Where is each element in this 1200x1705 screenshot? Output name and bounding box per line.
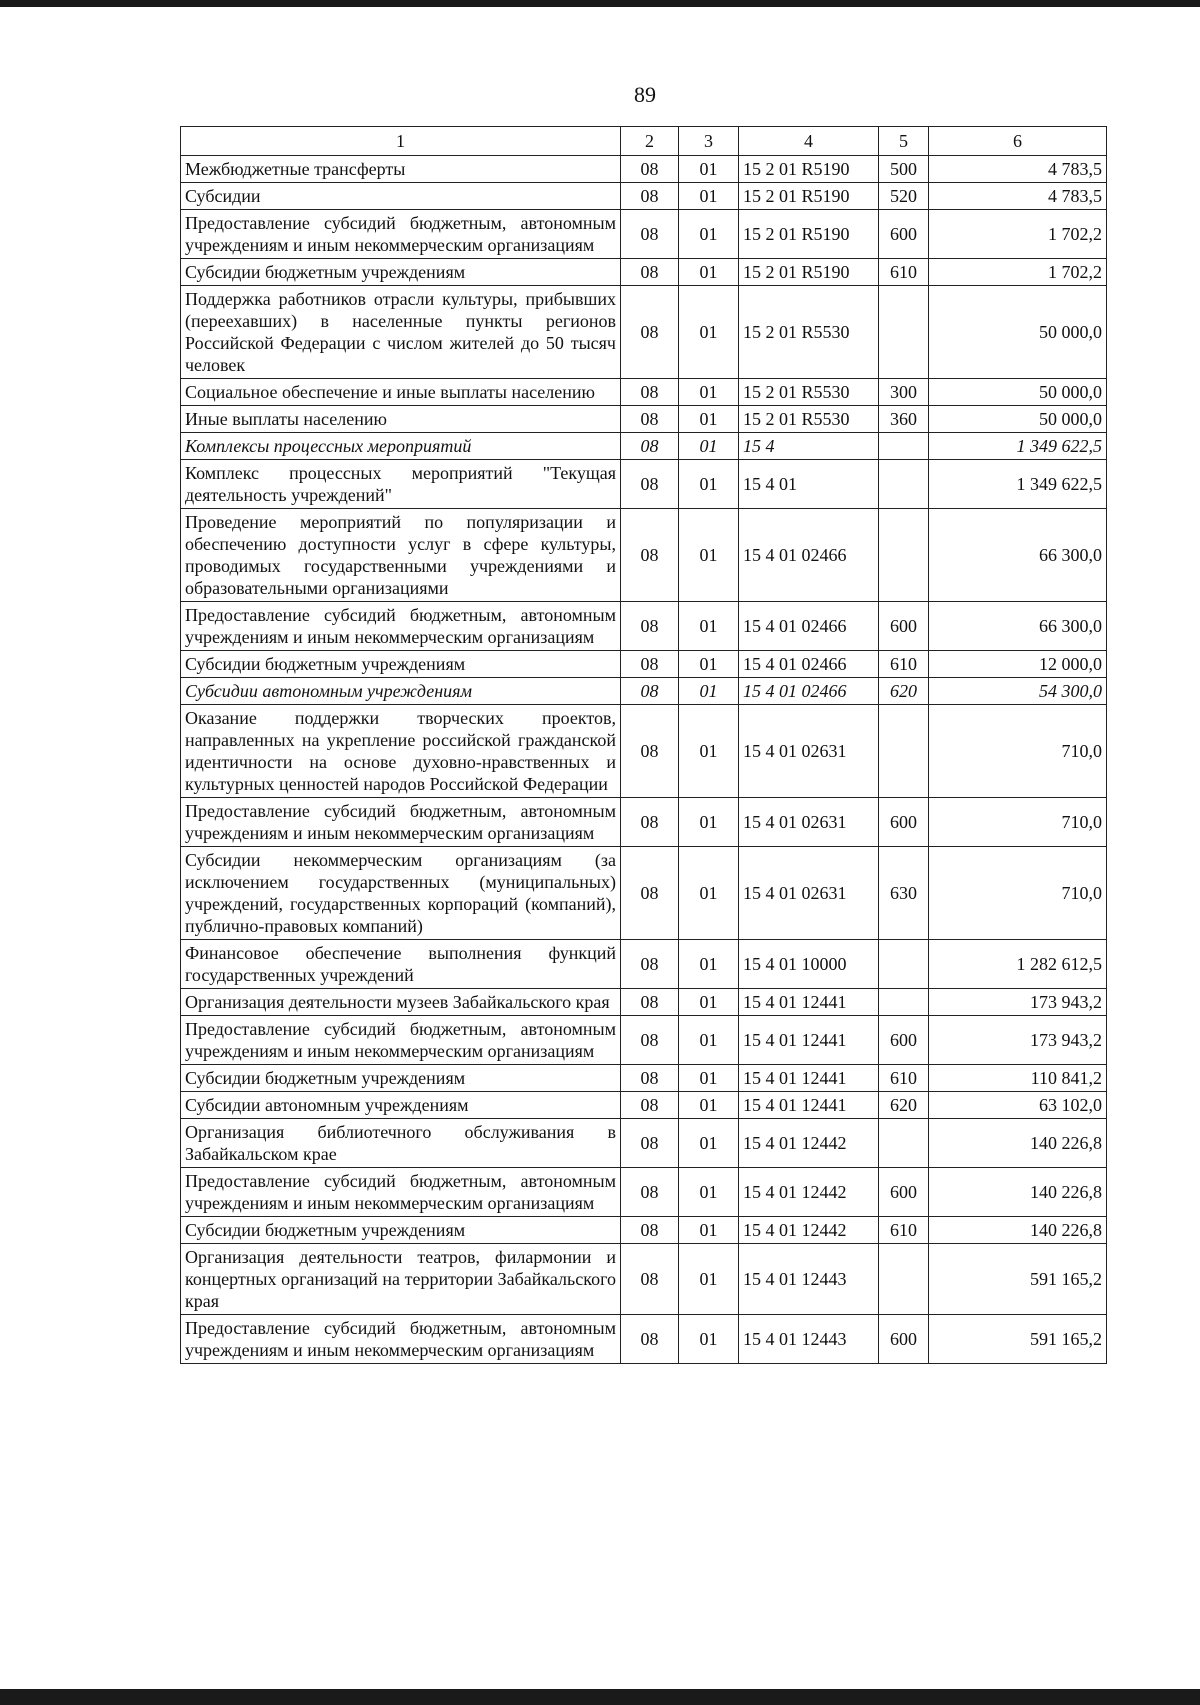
row-type-cell: 610 [879,259,929,286]
row-name-cell: Предоставление субсидий бюджетным, автономным учреждениям и иным некоммерческим организациям [181,210,621,259]
row-amount-cell: 140 226,8 [929,1119,1107,1168]
row-type-cell: 600 [879,602,929,651]
table-row [181,433,1107,460]
row-name-cell: Субсидии автономным учреждениям [181,678,621,705]
row-amount-cell: 173 943,2 [929,989,1107,1016]
row-amount-cell: 140 226,8 [929,1168,1107,1217]
row-code-cell: 15 2 01 R5190 [739,183,879,210]
row-subsection-cell: 01 [679,286,739,379]
row-subsection-cell: 01 [679,1168,739,1217]
row-code-cell: 15 4 01 10000 [739,940,879,989]
table-row [181,1244,1107,1315]
row-amount-cell: 50 000,0 [929,379,1107,406]
header-col-6: 6 [929,127,1107,156]
table-row [181,989,1107,1016]
row-subsection-cell: 01 [679,1217,739,1244]
table-row [181,1315,1107,1364]
row-subsection-cell: 01 [679,847,739,940]
row-amount-cell: 710,0 [929,705,1107,798]
row-code-cell: 15 4 01 02466 [739,651,879,678]
row-section-cell: 08 [621,460,679,509]
row-section-cell: 08 [621,406,679,433]
row-section-cell: 08 [621,1016,679,1065]
row-subsection-cell: 01 [679,1315,739,1364]
row-section-cell: 08 [621,1217,679,1244]
row-type-cell: 610 [879,1217,929,1244]
row-name-cell: Финансовое обеспечение выполнения функций государственных учреждений [181,940,621,989]
row-name-cell: Субсидии бюджетным учреждениям [181,1217,621,1244]
page-number: 89 [634,82,656,107]
header-col-1: 1 [181,127,621,156]
row-amount-cell: 66 300,0 [929,509,1107,602]
row-subsection-cell: 01 [679,156,739,183]
table-row [181,1092,1107,1119]
row-code-cell: 15 4 01 12441 [739,1016,879,1065]
row-name-cell: Организация библиотечного обслуживания в Забайкальском крае [181,1119,621,1168]
row-code-cell: 15 4 01 12441 [739,1065,879,1092]
table-row [181,1119,1107,1168]
table-row [181,379,1107,406]
row-code-cell: 15 4 01 12442 [739,1168,879,1217]
row-section-cell: 08 [621,989,679,1016]
row-subsection-cell: 01 [679,210,739,259]
row-amount-cell: 110 841,2 [929,1065,1107,1092]
table-row [181,651,1107,678]
row-name-cell: Социальное обеспечение и иные выплаты населению [181,379,621,406]
row-name-cell: Предоставление субсидий бюджетным, автономным учреждениям и иным некоммерческим организациям [181,1168,621,1217]
row-section-cell: 08 [621,379,679,406]
row-subsection-cell: 01 [679,509,739,602]
row-name-cell: Предоставление субсидий бюджетным, автономным учреждениям и иным некоммерческим организациям [181,1016,621,1065]
row-amount-cell: 591 165,2 [929,1315,1107,1364]
row-type-cell [879,1119,929,1168]
row-section-cell: 08 [621,509,679,602]
header-col-5: 5 [879,127,929,156]
table-row [181,460,1107,509]
row-name-cell: Комплекс процессных мероприятий "Текущая деятельность учреждений" [181,460,621,509]
row-section-cell: 08 [621,651,679,678]
row-subsection-cell: 01 [679,651,739,678]
row-code-cell: 15 2 01 R5190 [739,259,879,286]
row-name-cell: Предоставление субсидий бюджетным, автономным учреждениям и иным некоммерческим организациям [181,798,621,847]
row-subsection-cell: 01 [679,406,739,433]
row-section-cell: 08 [621,1119,679,1168]
row-name-cell: Субсидии бюджетным учреждениям [181,1065,621,1092]
row-amount-cell: 1 282 612,5 [929,940,1107,989]
row-type-cell: 600 [879,1315,929,1364]
row-amount-cell: 1 349 622,5 [929,433,1107,460]
row-name-cell: Комплексы процессных мероприятий [181,433,621,460]
row-name-cell: Субсидии бюджетным учреждениям [181,259,621,286]
row-amount-cell: 66 300,0 [929,602,1107,651]
row-subsection-cell: 01 [679,1244,739,1315]
row-name-cell: Субсидии некоммерческим организациям (за исключением государственных (муниципальных) учреждений, государственных корпораций (компаний), публично-правовых компаний) [181,847,621,940]
table-row [181,1016,1107,1065]
row-code-cell: 15 4 01 02631 [739,847,879,940]
row-name-cell: Субсидии автономным учреждениям [181,1092,621,1119]
header-row [181,127,1107,156]
row-amount-cell: 50 000,0 [929,406,1107,433]
row-type-cell [879,989,929,1016]
row-amount-cell: 50 000,0 [929,286,1107,379]
row-name-cell: Предоставление субсидий бюджетным, автономным учреждениям и иным некоммерческим организациям [181,1315,621,1364]
table-row [181,705,1107,798]
row-amount-cell: 1 349 622,5 [929,460,1107,509]
row-code-cell: 15 4 01 12441 [739,1092,879,1119]
row-type-cell [879,286,929,379]
row-type-cell [879,433,929,460]
row-type-cell: 620 [879,1092,929,1119]
row-code-cell: 15 2 01 R5190 [739,156,879,183]
row-code-cell: 15 4 01 02631 [739,798,879,847]
row-amount-cell: 591 165,2 [929,1244,1107,1315]
row-section-cell: 08 [621,1315,679,1364]
scan-bottom-border [0,1689,1200,1705]
row-subsection-cell: 01 [679,259,739,286]
table-row [181,286,1107,379]
row-section-cell: 08 [621,183,679,210]
row-type-cell: 600 [879,1016,929,1065]
row-code-cell: 15 4 01 02466 [739,678,879,705]
row-type-cell: 610 [879,1065,929,1092]
row-type-cell: 360 [879,406,929,433]
row-subsection-cell: 01 [679,379,739,406]
row-type-cell: 500 [879,156,929,183]
row-name-cell: Предоставление субсидий бюджетным, автономным учреждениям и иным некоммерческим организациям [181,602,621,651]
row-code-cell: 15 4 01 02466 [739,602,879,651]
row-section-cell: 08 [621,678,679,705]
row-code-cell: 15 4 01 12442 [739,1217,879,1244]
row-code-cell: 15 4 01 12441 [739,989,879,1016]
row-subsection-cell: 01 [679,798,739,847]
row-name-cell: Оказание поддержки творческих проектов, направленных на укрепление российской гражданской идентичности на основе духовно-нравственных и культурных ценностей народов Российской Федерации [181,705,621,798]
table-row [181,509,1107,602]
row-type-cell [879,940,929,989]
row-type-cell [879,509,929,602]
row-type-cell: 600 [879,210,929,259]
row-name-cell: Межбюджетные трансферты [181,156,621,183]
row-code-cell: 15 2 01 R5530 [739,406,879,433]
row-name-cell: Проведение мероприятий по популяризации и обеспечению доступности услуг в сфере культуры, проводимых государственными учреждениями и образовательными организациями [181,509,621,602]
row-code-cell: 15 4 01 12442 [739,1119,879,1168]
row-type-cell [879,460,929,509]
row-subsection-cell: 01 [679,1016,739,1065]
row-section-cell: 08 [621,156,679,183]
row-subsection-cell: 01 [679,989,739,1016]
row-name-cell: Поддержка работников отрасли культуры, прибывших (переехавших) в населенные пункты регионов Российской Федерации с числом жителей до 50 тысяч человек [181,286,621,379]
row-code-cell: 15 2 01 R5190 [739,210,879,259]
row-section-cell: 08 [621,847,679,940]
row-amount-cell: 54 300,0 [929,678,1107,705]
row-code-cell: 15 4 01 02631 [739,705,879,798]
table-row [181,940,1107,989]
row-subsection-cell: 01 [679,602,739,651]
row-subsection-cell: 01 [679,1065,739,1092]
row-type-cell [879,1244,929,1315]
row-amount-cell: 710,0 [929,847,1107,940]
table-row [181,1168,1107,1217]
row-section-cell: 08 [621,1092,679,1119]
row-subsection-cell: 01 [679,705,739,798]
row-code-cell: 15 4 01 12443 [739,1244,879,1315]
row-type-cell: 630 [879,847,929,940]
row-amount-cell: 1 702,2 [929,259,1107,286]
table-row [181,406,1107,433]
row-subsection-cell: 01 [679,678,739,705]
row-type-cell: 300 [879,379,929,406]
row-name-cell: Организация деятельности театров, филармонии и концертных организаций на территории Забайкальского края [181,1244,621,1315]
table-row [181,259,1107,286]
row-section-cell: 08 [621,940,679,989]
row-section-cell: 08 [621,1065,679,1092]
table-row [181,210,1107,259]
row-type-cell: 600 [879,798,929,847]
row-section-cell: 08 [621,1168,679,1217]
row-section-cell: 08 [621,602,679,651]
row-code-cell: 15 4 01 02466 [739,509,879,602]
row-section-cell: 08 [621,705,679,798]
table-row [181,1065,1107,1092]
row-code-cell: 15 2 01 R5530 [739,286,879,379]
header-col-2: 2 [621,127,679,156]
row-name-cell: Организация деятельности музеев Забайкальского края [181,989,621,1016]
row-subsection-cell: 01 [679,183,739,210]
row-amount-cell: 63 102,0 [929,1092,1107,1119]
table-row [181,183,1107,210]
row-subsection-cell: 01 [679,1119,739,1168]
table-row [181,678,1107,705]
row-section-cell: 08 [621,798,679,847]
row-amount-cell: 710,0 [929,798,1107,847]
row-section-cell: 08 [621,433,679,460]
row-subsection-cell: 01 [679,1092,739,1119]
header-col-4: 4 [739,127,879,156]
row-code-cell: 15 2 01 R5530 [739,379,879,406]
budget-table [180,126,1107,1364]
table-row [181,1217,1107,1244]
row-section-cell: 08 [621,286,679,379]
row-amount-cell: 12 000,0 [929,651,1107,678]
row-amount-cell: 140 226,8 [929,1217,1107,1244]
table-row [181,602,1107,651]
table-body [181,156,1107,1364]
table-row [181,798,1107,847]
row-type-cell: 520 [879,183,929,210]
scan-top-border [0,0,1200,7]
row-subsection-cell: 01 [679,940,739,989]
table-row [181,847,1107,940]
row-amount-cell: 173 943,2 [929,1016,1107,1065]
row-name-cell: Иные выплаты населению [181,406,621,433]
table-row [181,156,1107,183]
row-section-cell: 08 [621,1244,679,1315]
row-amount-cell: 1 702,2 [929,210,1107,259]
row-name-cell: Субсидии [181,183,621,210]
row-section-cell: 08 [621,259,679,286]
row-amount-cell: 4 783,5 [929,183,1107,210]
row-code-cell: 15 4 01 12443 [739,1315,879,1364]
row-subsection-cell: 01 [679,460,739,509]
row-subsection-cell: 01 [679,433,739,460]
row-type-cell: 600 [879,1168,929,1217]
row-type-cell: 620 [879,678,929,705]
row-section-cell: 08 [621,210,679,259]
row-code-cell: 15 4 01 [739,460,879,509]
row-name-cell: Субсидии бюджетным учреждениям [181,651,621,678]
row-code-cell: 15 4 [739,433,879,460]
row-amount-cell: 4 783,5 [929,156,1107,183]
header-col-3: 3 [679,127,739,156]
row-type-cell: 610 [879,651,929,678]
row-type-cell [879,705,929,798]
